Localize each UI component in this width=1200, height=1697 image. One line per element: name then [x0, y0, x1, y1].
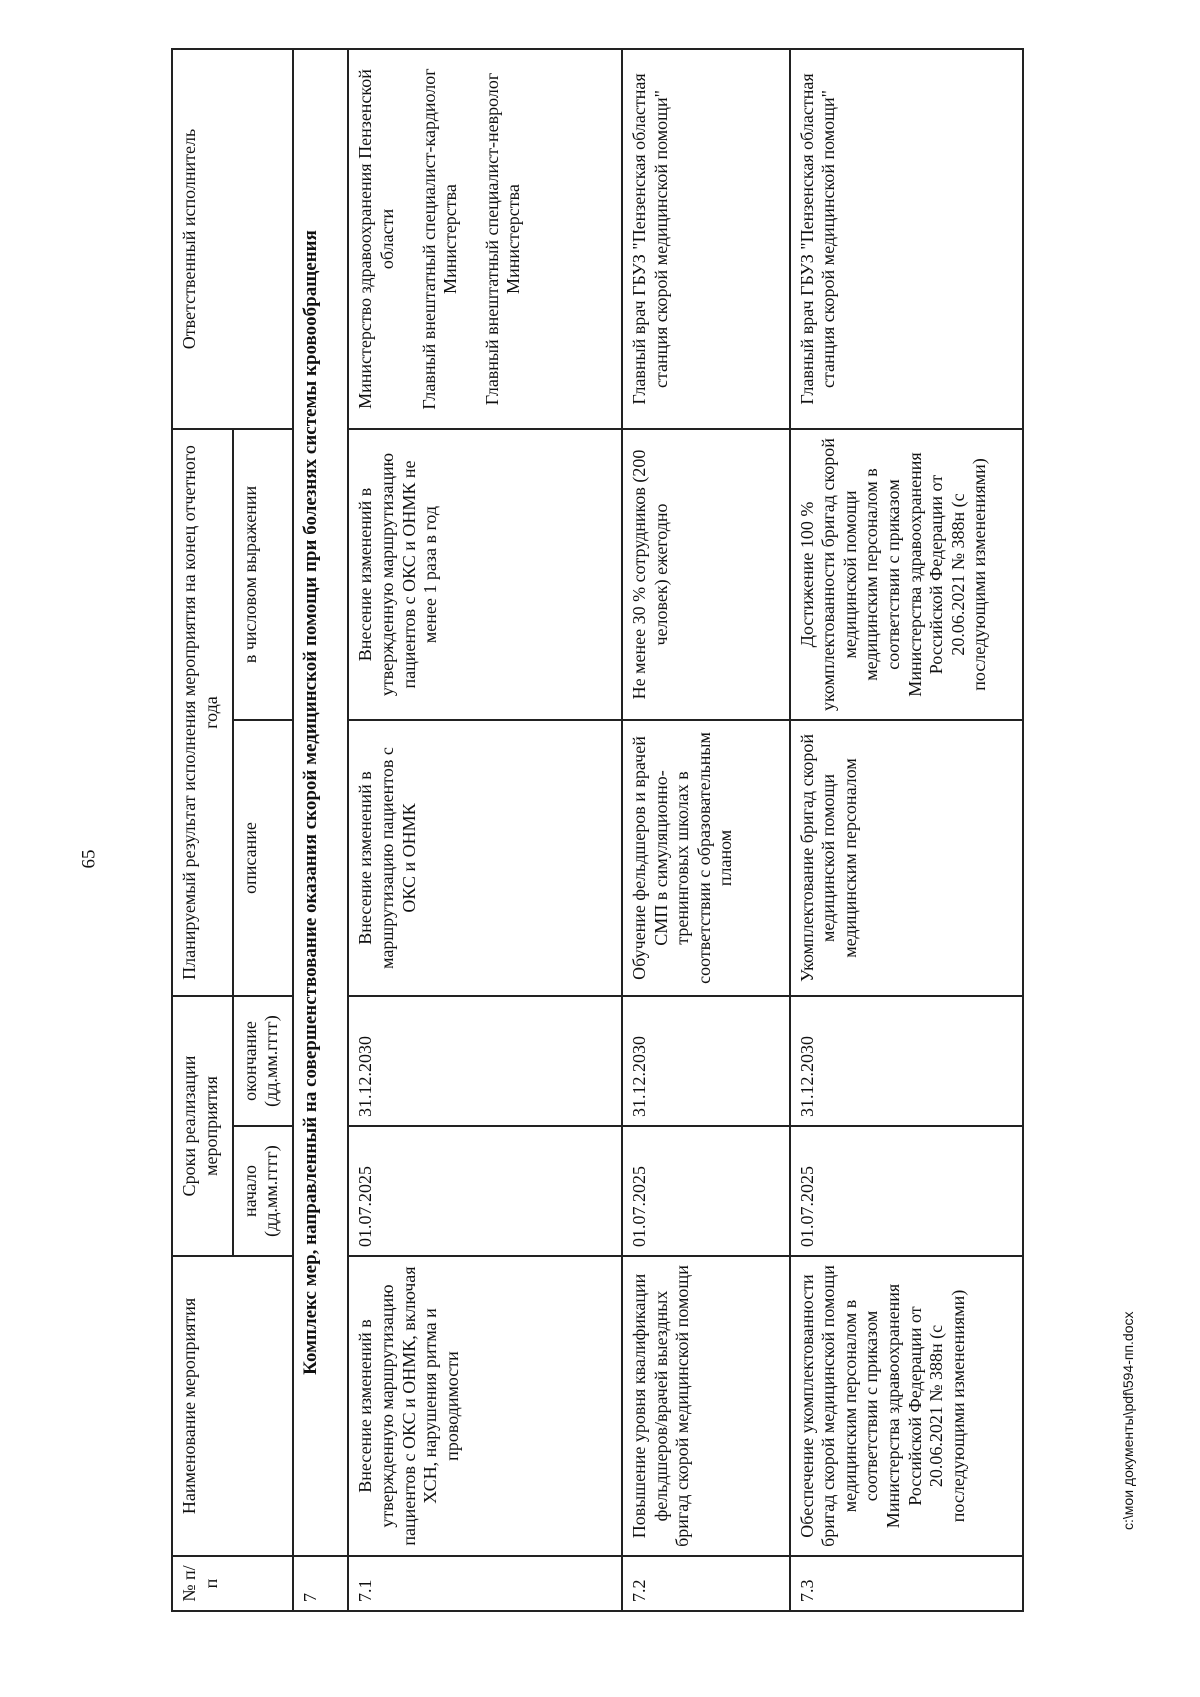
row-name: Обеспечение укомплектованности бригад скорой медицинской помощи медицинским персоналом в соответствии с приказом Министерства здравоохранения Российской Федерации от 20.06.2021 № 388н (с последующими изменениями) [790, 1256, 1023, 1556]
section-row [293, 49, 348, 1611]
header-description: описание [233, 720, 294, 996]
section-num: 7 [293, 1556, 348, 1611]
row-executor: Главный врач ГБУЗ "Пензенская областная станция скорой медицинской помощи" [622, 49, 790, 429]
executor-cardiologist: Главный внештатный специалист-кардиолог Министерства [418, 68, 461, 410]
table-row [790, 49, 1023, 1611]
row-num: 7.3 [790, 1556, 1023, 1611]
section-title: Комплекс мер, направленный на совершенствование оказания скорой медицинской помощи при болезнях системы кровообращения [293, 49, 348, 1556]
row-end: 31.12.2030 [790, 996, 1023, 1126]
footer-file-path: c:\мои документы\pdf\594-пп.docx [1120, 1311, 1136, 1530]
row-num: 7.1 [348, 1556, 622, 1611]
row-start: 01.07.2025 [348, 1126, 622, 1256]
header-executor: Ответственный исполнитель [172, 49, 293, 429]
row-name: Повышение уровня квалификации фельдшеров/врачей выездных бригад скорой медицинской помощи [622, 1256, 790, 1556]
measures-table [171, 48, 1024, 1612]
header-num: № п/п [172, 1556, 293, 1611]
header-end: окончание (дд.мм.гггг) [233, 996, 294, 1126]
row-description: Укомплектование бригад скорой медицинской помощи медицинским персоналом [790, 720, 1023, 996]
header-terms: Сроки реализации мероприятия [172, 996, 233, 1256]
row-executor [348, 49, 622, 429]
row-num: 7.2 [622, 1556, 790, 1611]
row-start: 01.07.2025 [790, 1126, 1023, 1256]
row-end: 31.12.2030 [348, 996, 622, 1126]
row-numeric: Не менее 30 % сотрудников (200 человек) ежегодно [622, 429, 790, 720]
executor-ministry: Министерство здравоохранения Пензенской области [355, 69, 398, 409]
header-name: Наименование мероприятия [172, 1256, 293, 1556]
table-row [348, 49, 622, 1611]
table-row [622, 49, 790, 1611]
row-end: 31.12.2030 [622, 996, 790, 1126]
row-description: Внесение изменений в маршрутизацию пациентов с ОКС и ОНМК [348, 720, 622, 996]
row-name: Внесение изменений в утвержденную маршрутизацию пациентов с ОКС и ОНМК, включая ХСН, нарушения ритма и проводимости [348, 1256, 622, 1556]
rotated-table-container [171, 50, 1024, 1612]
row-numeric: Достижение 100 % укомплектованности бригад скорой медицинской помощи медицинским персоналом в соответствии с приказом Министерства здравоохранения Российской Федерации от 20.06.2021 № 388н (с последующими изменениями) [790, 429, 1023, 720]
page-number: 65 [78, 849, 100, 869]
row-numeric: Внесение изменений в утвержденную маршрутизацию пациентов с ОКС и ОНМК не менее 1 раза в год [348, 429, 622, 720]
executor-neurologist: Главный внештатный специалист-невролог Министерства [481, 72, 524, 406]
header-row-1 [172, 49, 233, 1611]
header-numeric: в числовом выражении [233, 429, 294, 720]
row-start: 01.07.2025 [622, 1126, 790, 1256]
row-description: Обучение фельдшеров и врачей СМП в симуляционно-тренинговых школах в соответствии с образовательным планом [622, 720, 790, 996]
row-executor: Главный врач ГБУЗ "Пензенская областная станция скорой медицинской помощи" [790, 49, 1023, 429]
header-result: Планируемый результат исполнения мероприятия на конец отчетного года [172, 429, 233, 996]
header-start: начало (дд.мм.гггг) [233, 1126, 294, 1256]
